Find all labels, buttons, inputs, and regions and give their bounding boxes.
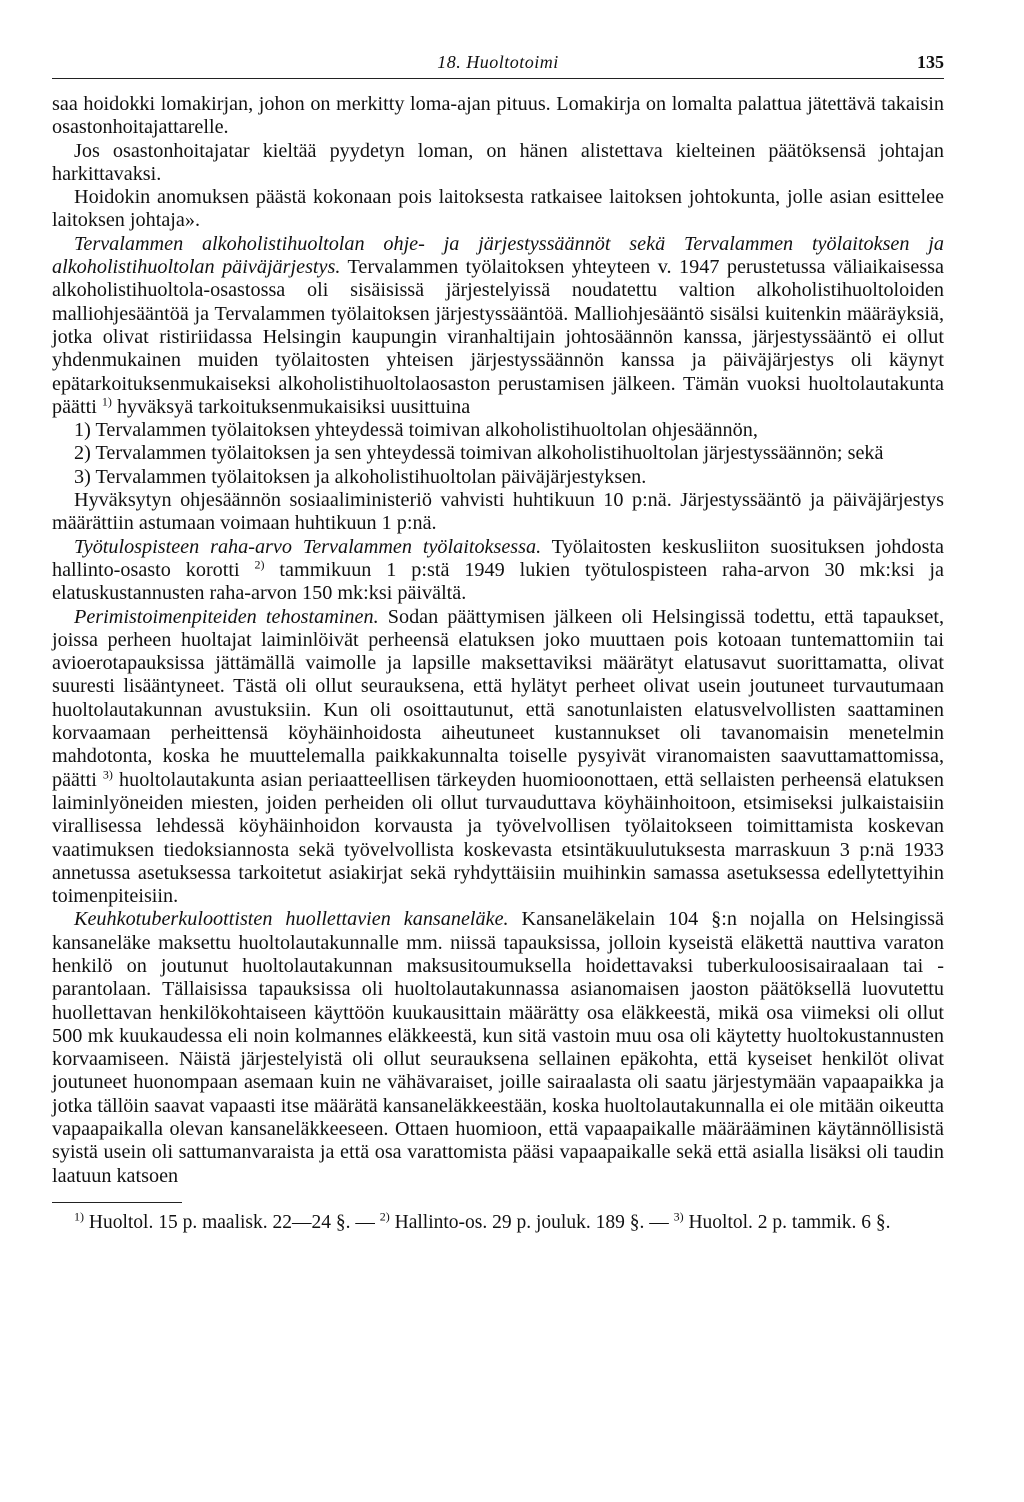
footnote-divider — [52, 1202, 182, 1203]
footnote-text: Huoltol. 2 p. tammik. 6 §. — [683, 1211, 891, 1233]
paragraph-text: Tervalammen työlaitoksen yhteyteen v. 1947 perustetussa väliaikaisessa alkoholistihuoltola-osastossa oli sisäisissä järjestelyissä noudatettu valtion alkoholistihuoltoloiden malliohjesääntöä ja Tervalammen työlaitoksen järjestyssääntöä. Malliohjesääntö sisälsi kuitenkin määräyksiä, jotka olivat ristiriidassa Helsingin kaupungin viranhaltijain johtosäännön kanssa, järjestyssääntö ei ollut yhdenmukainen muiden työlaitosten yhteisen järjestyssäännön kanssa ja päiväjärjestys oli käynyt epätarkoituksenmukaiseksi alkoholistihuoltolaosaston perustamisen jälkeen. Tämän vuoksi huoltolautakunta päätti — [52, 256, 944, 418]
paragraph — [52, 908, 944, 1188]
footnotes — [52, 1211, 944, 1234]
paragraph-text: huoltolautakunta asian periaatteellisen tärkeyden huomioonottaen, että sellaisten perheensä elatuksen laiminlyöneiden miesten, joiden perheiden oli ollut turvauduttava köyhäinhoitoon, etsimiseksi julkaistaisiin virallisessa lehdessä köyhäinhoidon korvausta ja työvelvollisen työlaitokseen toimittamista koskevan vaatimuksen tiedoksiannosta sekä työvelvollista koskevasta etsintäkuulutuksesta marraskuun 3 p:nä 1933 annetussa asetuksessa tarkoitetut asiakirjat sekä ryhdyttäisiin muihinkin samassa asetuksessa edellytettyihin toimenpiteisiin. — [52, 768, 944, 908]
paragraph-text: Työlaitosten keskusliiton suosituksen johdosta hallinto-osasto korotti — [52, 535, 944, 581]
paragraph-text: Kansaneläkelain 104 §:n nojalla on Helsingissä kansaneläke maksettu huoltolautakunnalle mm. niissä tapauksissa, jolloin kyseistä eläkettä nauttiva varaton henkilö on joutunut huoltolautakunnan maksusitoumuksella hoidettavaksi tuberkuloosisairaalaan tai -parantolaan. Tällaisissa tapauksissa oli huoltolautakunnassa asianomaisen jaoston päätöksellä luovutettu huollettavan henkilökohtaiseen käyttöön kuukausittain määrätty osa eläkkeestä, mikä osa viimeksi oli ollut 500 mk kuukaudessa eli noin kolmannes eläkkeestä, kun sitä vastoin muu osa oli käytetty huoltokustannusten korvaamiseen. Näistä järjestelyistä oli ollut seurauksena sellainen epäkohta, että kyseiset henkilöt olivat joutuneet huonompaan asemaan kuin ne vähävaraiset, joille sairaalasta oli saatu järjestymään vapaapaikka ja jotka tällöin saavat vapaasti itse määrätä kansaneläkkeestään, koska huoltolautakunnalla ei ole mitään oikeutta vapaapaikalla olevan kansaneläkkeeseen. Ottaen huomioon, että vapaapaikalle määrääminen käytännöllisistä syistä usein oli sattumanvaraista ja että osa varattomista pääsi vapaapaikalle sekä että asialla lisäksi oli taudin laatuun katsoen — [52, 908, 944, 1187]
paragraph — [52, 606, 944, 909]
footnote-mark: 2) — [379, 1209, 390, 1224]
footnote-ref: 1) — [101, 394, 112, 409]
paragraph — [52, 233, 944, 419]
list-item-text: 2) Tervalammen työlaitoksen ja sen yhteydessä toimivan alkoholistihuoltolan järjestyssäännön; sekä — [74, 442, 884, 465]
paragraph-text: Jos osastonhoitajatar kieltää pyydetyn loman, on hänen alistettava kielteinen päätöksensä johtajan harkittavaksi. — [52, 139, 944, 185]
paragraph-text: Hyväksytyn ohjesäännön sosiaaliministeriö vahvisti huhtikuun 10 p:nä. Järjestyssääntö ja päiväjärjestys määrättiin astumaan voimaan huhtikuun 1 p:nä. — [52, 489, 944, 535]
chapter-title: 18. Huoltotoimi — [437, 52, 559, 72]
document-page — [52, 52, 944, 1234]
paragraph — [52, 536, 944, 606]
section-heading: Keuhkotuberkuloottisten huollettavien kansaneläke. — [74, 908, 509, 931]
body-text — [52, 93, 944, 1188]
paragraph-text: tammikuun 1 p:stä 1949 lukien työtulospisteen raha-arvon 30 mk:ksi ja elatuskustannusten raha-arvon 150 mk:ksi päivältä. — [52, 558, 944, 605]
paragraph-text: Sodan päättymisen jälkeen oli Helsingissä todettu, että tapaukset, joissa perheen huoltajat laiminlöivät perheensä elatuksen joko muuttaen pois kotoaan tuntemattomiin tai avioerotapauksissa jättämällä vaimolle ja lapsille maksettaviksi määrätyt elatusavut suorittamatta, olivat suuresti lisääntyneet. Tästä oli ollut seurauksena, että hylätyt perheet olivat usein joutuneet turvautumaan huoltolautakunnan avustuksiin. Kun oli osoittautunut, että sanotunlaisten elatusvelvollisten saattaminen korvaamaan perheittensä köyhäinhoidosta aiheutuneet kustannukset oli tavanomaisin menetelmin mahdotonta, koska he muuttelemalla paikkakunnalta toiselle pysyivät viranomaisten saavuttamattomissa, päätti — [52, 605, 944, 791]
list-item-text: 3) Tervalammen työlaitoksen ja alkoholistihuoltolan päiväjärjestyksen. — [74, 465, 647, 488]
footnote-ref: 3) — [102, 766, 113, 781]
list-item-text: 1) Tervalammen työlaitoksen yhteydessä toimivan alkoholistihuoltolan ohjesäännön, — [74, 419, 758, 442]
page-number: 135 — [917, 52, 944, 72]
paragraph — [52, 489, 944, 536]
paragraph-text: saa hoidokki lomakirjan, johon on merkitty loma-ajan pituus. Lomakirja on lomalta palattua jätettävä takaisin osastonhoitajattarelle. — [52, 93, 944, 139]
section-heading: Tervalammen alkoholistihuoltolan ohje- ja järjestyssäännöt sekä Tervalammen työlaitoksen ja alkoholistihuoltolan päiväjärjestys. — [52, 232, 944, 279]
running-header — [52, 52, 944, 79]
paragraph — [52, 93, 944, 140]
section-heading: Perimistoimenpiteiden tehostaminen. — [74, 605, 379, 628]
paragraph-text: Hoidokin anomuksen päästä kokonaan pois laitoksesta ratkaisee laitoksen johtokunta, jolle asian esittelee laitoksen johtaja». — [52, 186, 944, 232]
list-item — [52, 466, 944, 489]
footnote-text: Hallinto-os. 29 p. jouluk. 189 §. — — [389, 1211, 674, 1233]
paragraph-text: hyväksyä tarkoituksenmukaisiksi uusittuina — [111, 395, 471, 418]
list-item — [52, 419, 944, 442]
paragraph — [52, 140, 944, 187]
paragraph — [52, 186, 944, 233]
footnote-mark: 3) — [673, 1209, 684, 1224]
list-item — [52, 442, 944, 465]
footnote-ref: 2) — [254, 557, 265, 572]
section-heading: Työtulospisteen raha-arvo Tervalammen työlaitoksessa. — [74, 535, 542, 558]
footnote-text: Huoltol. 15 p. maalisk. 22—24 §. — — [84, 1211, 380, 1233]
footnote-mark: 1) — [74, 1209, 84, 1224]
